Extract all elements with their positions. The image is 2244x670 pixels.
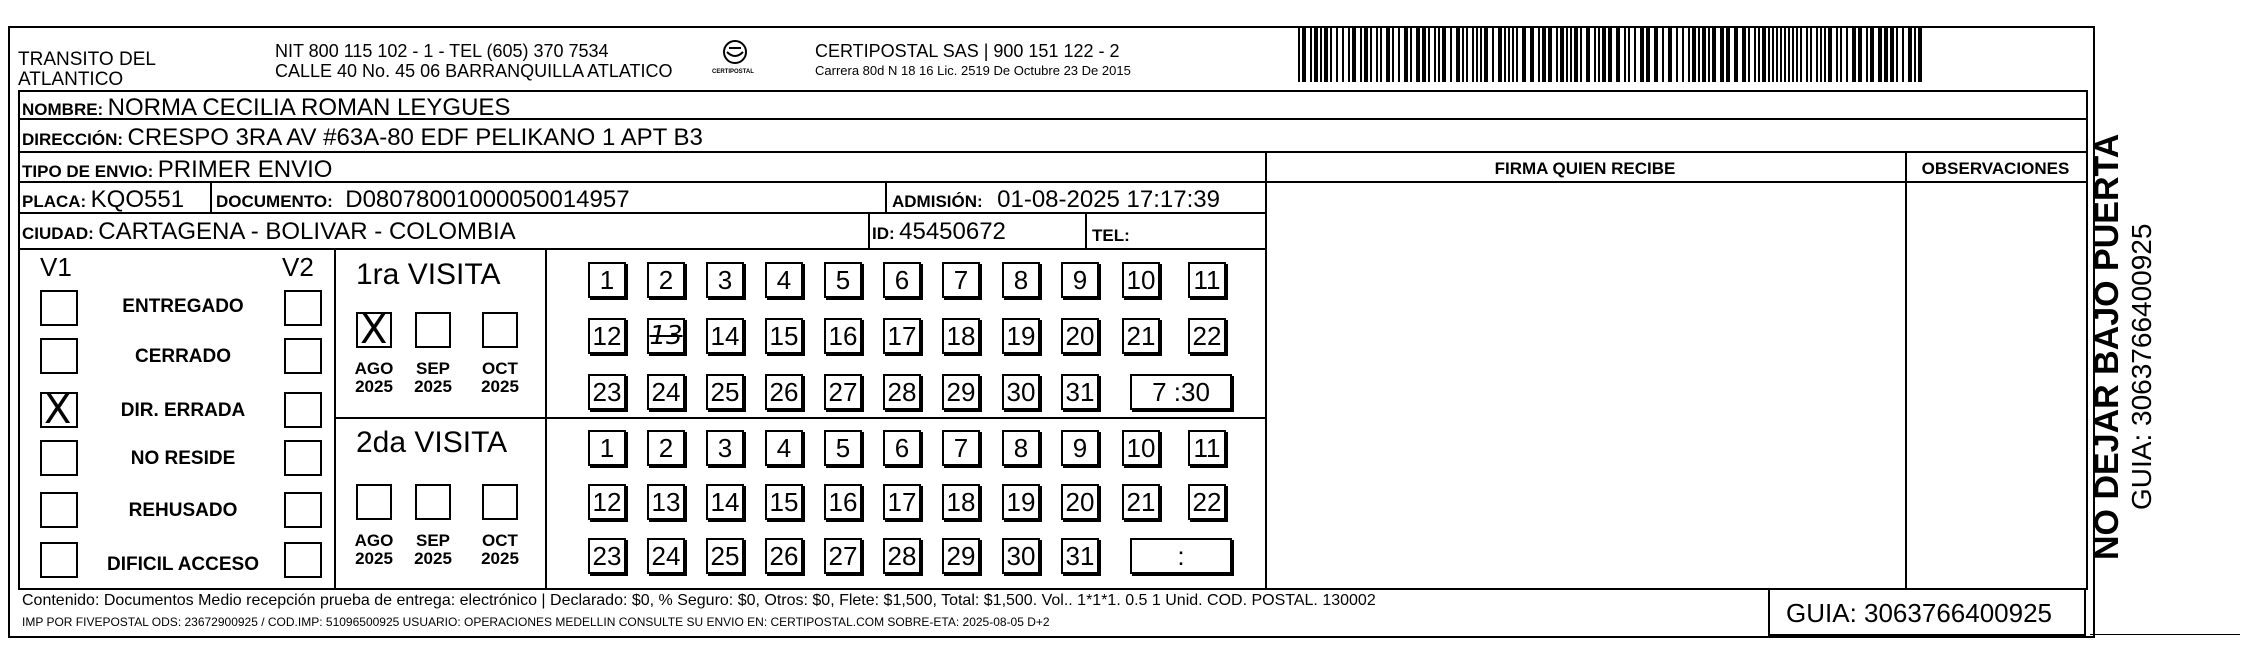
barcode-bar <box>1352 28 1356 82</box>
first-visit-day-19[interactable]: 19 <box>1002 318 1040 354</box>
barcode-bar <box>1914 28 1916 82</box>
barcode-bar <box>1792 28 1794 82</box>
barcode-bar <box>1662 28 1664 82</box>
second-visit-day-28[interactable]: 28 <box>883 538 921 574</box>
direccion-label: DIRECCIÓN: <box>22 130 124 149</box>
oct-text: OCT <box>482 359 518 378</box>
ago-text: AGO <box>354 531 394 550</box>
barcode-bar <box>1542 28 1546 82</box>
barcode-bar <box>1734 28 1738 82</box>
v1-label: V1 <box>40 252 72 282</box>
barcode-bar <box>1314 28 1318 82</box>
second-visit-time-box[interactable]: : <box>1130 538 1232 574</box>
first-visit-title: 1ra VISITA <box>356 258 501 291</box>
barcode-bar <box>1806 28 1808 82</box>
barcode-bar <box>1580 28 1582 82</box>
barcode-bar <box>1386 28 1390 82</box>
second-visit-day-4[interactable]: 4 <box>765 430 803 466</box>
second-visit-oct-label <box>474 532 526 568</box>
barcode-bar <box>1450 28 1452 82</box>
barcode-bar <box>1870 28 1874 82</box>
barcode-bar <box>1846 28 1848 82</box>
barcode-bar <box>1758 28 1760 82</box>
first-visit-day-13[interactable]: 13 <box>647 318 685 354</box>
second-visit-month-ago[interactable] <box>356 484 392 520</box>
second-visit-day-12[interactable]: 12 <box>588 484 626 520</box>
first-visit-sep-label <box>407 360 459 396</box>
first-visit-day-2[interactable]: 2 <box>647 262 685 298</box>
barcode-bar <box>1902 28 1904 82</box>
second-visit-day-13[interactable]: 13 <box>647 484 685 520</box>
first-visit-day-17[interactable]: 17 <box>883 318 921 354</box>
first-visit-day-26[interactable]: 26 <box>765 374 803 410</box>
year-text: 2025 <box>481 376 519 396</box>
first-visit-day-3[interactable]: 3 <box>706 262 744 298</box>
ciudad-label: CIUDAD: <box>22 224 94 243</box>
barcode-bar <box>1676 28 1678 82</box>
second-visit-day-24[interactable]: 24 <box>647 538 685 574</box>
v2-label: V2 <box>282 252 314 282</box>
first-visit-day-20[interactable]: 20 <box>1061 318 1099 354</box>
first-visit-month-sep[interactable] <box>415 312 451 348</box>
year-text: 2025 <box>414 548 452 568</box>
first-visit-day-9[interactable]: 9 <box>1061 262 1099 298</box>
admision-label: ADMISIÓN: <box>892 192 983 211</box>
barcode-bar <box>1682 28 1684 82</box>
barcode-bar <box>1598 28 1600 82</box>
barcode-bar <box>1712 28 1716 82</box>
side-warning: NO DEJAR BAJO PUERTA <box>2088 133 2126 560</box>
sep-text: SEP <box>415 531 451 550</box>
first-visit-day-14[interactable]: 14 <box>706 318 744 354</box>
ago-text: AGO <box>354 359 394 378</box>
barcode-bar <box>1866 28 1868 82</box>
carrier-address: Carrera 80d N 18 16 Lic. 2519 De Octubre 23 De 2015 <box>815 63 1131 78</box>
barcode-bar <box>1602 28 1606 82</box>
barcode-bar <box>1692 28 1696 82</box>
second-visit-day-15[interactable]: 15 <box>765 484 803 520</box>
observaciones-divider <box>1905 151 1907 588</box>
first-visit-day-29[interactable]: 29 <box>942 374 980 410</box>
documento-value: D08078001000050014957 <box>345 186 630 213</box>
company-name-line1: TRANSITO DEL <box>18 49 156 70</box>
first-visit-day-16[interactable]: 16 <box>824 318 862 354</box>
barcode-bar <box>1594 28 1596 82</box>
barcode-bar <box>1508 28 1510 82</box>
imp-line: IMP POR FIVEPOSTAL ODS: 23672900925 / COD.IMP: 51096500925 USUARIO: OPERACIONES MEDELLIN CONSULTE SU ENVIO EN: CERTIPOSTAL.COM SOBRE-ETA: 2025-08-05 D+2 <box>22 615 1050 629</box>
second-visit-day-22[interactable]: 22 <box>1188 484 1226 520</box>
barcode-bar <box>1492 28 1494 82</box>
barcode-bar <box>1702 28 1706 82</box>
firma-header: FIRMA QUIEN RECIBE <box>1494 159 1676 178</box>
second-visit-day-2[interactable]: 2 <box>647 430 685 466</box>
v1-dir-errada-check-mark: X <box>44 387 72 433</box>
admision-field <box>892 188 1220 212</box>
second-visit-day-19[interactable]: 19 <box>1002 484 1040 520</box>
second-visit-day-23[interactable]: 23 <box>588 538 626 574</box>
first-visit-day-4[interactable]: 4 <box>765 262 803 298</box>
barcode-bar <box>1890 28 1894 82</box>
barcode-bar <box>1320 28 1322 82</box>
id-value: 45450672 <box>899 218 1006 245</box>
barcode-bar <box>1668 28 1672 82</box>
first-visit-day-7[interactable]: 7 <box>942 262 980 298</box>
barcode-bar <box>1342 28 1344 82</box>
barcode-bar <box>1484 28 1488 82</box>
v2-checkbox-no-reside[interactable] <box>284 440 322 476</box>
second-visit-day-21[interactable]: 21 <box>1122 484 1160 520</box>
second-visit-day-16[interactable]: 16 <box>824 484 862 520</box>
barcode-bar <box>1800 28 1802 82</box>
second-visit-month-oct[interactable] <box>482 484 518 520</box>
v1-checkbox-no-reside[interactable] <box>40 440 78 476</box>
second-visit-day-3[interactable]: 3 <box>706 430 744 466</box>
nombre-label: NOMBRE: <box>22 100 104 119</box>
barcode-bar <box>1310 28 1312 82</box>
v2-checkbox-entregado[interactable] <box>284 290 322 326</box>
barcode-bar <box>1392 28 1394 82</box>
observaciones-header: OBSERVACIONES <box>1921 159 2070 178</box>
direccion-value: CRESPO 3RA AV #63A-80 EDF PELIKANO 1 APT B3 <box>127 124 703 151</box>
second-visit-day-26[interactable]: 26 <box>765 538 803 574</box>
second-visit-day-30[interactable]: 30 <box>1002 538 1040 574</box>
barcode-bar <box>1646 28 1650 82</box>
placa-value: KQO551 <box>90 186 185 213</box>
first-visit-ago-check-mark: X <box>360 307 388 353</box>
barcode-bar <box>1360 28 1362 82</box>
barcode-bar <box>1616 28 1620 82</box>
first-visit-day-27[interactable]: 27 <box>824 374 862 410</box>
barcode-bar <box>1720 28 1724 82</box>
row-line-2 <box>18 151 2086 153</box>
company-name-line2: ATLANTICO <box>18 68 124 90</box>
status-no-reside-label: NO RESIDE <box>130 448 236 469</box>
barcode-bar <box>1438 28 1440 82</box>
visit-separator <box>334 417 1265 419</box>
barcode-bar <box>1640 28 1644 82</box>
barcode-bar <box>1530 28 1534 82</box>
barcode-bar <box>1918 28 1922 82</box>
placa-divider <box>210 181 212 212</box>
second-visit-day-31[interactable]: 31 <box>1061 538 1099 574</box>
ciudad-value: CARTAGENA - BOLIVAR - COLOMBIA <box>98 218 516 245</box>
v1-checkbox-entregado[interactable] <box>40 290 78 326</box>
contenido-line: Contenido: Documentos Medio recepción prueba de entrega: electrónico | Declarado: $0, % Seguro: $0, Otros: $0, Flete: $1,500, Total: $1,500. Vol.. 1*1*1. 0.5 1 Unid. COD. POSTAL. 130002 <box>22 592 1376 609</box>
carrier-logo-caption: CERTIPOSTAL <box>712 69 754 75</box>
barcode-bar <box>1556 28 1558 82</box>
barcode-bar <box>1548 28 1552 82</box>
second-visit-day-11[interactable]: 11 <box>1188 430 1226 466</box>
second-visit-day-7[interactable]: 7 <box>942 430 980 466</box>
admision-divider <box>885 181 887 212</box>
barcode-bar <box>1324 28 1328 82</box>
barcode-bar <box>1820 28 1822 82</box>
company-name <box>18 50 156 90</box>
barcode-bar <box>1742 28 1746 82</box>
barcode-bar <box>1376 28 1378 82</box>
second-visit-day-6[interactable]: 6 <box>883 430 921 466</box>
barcode-bar <box>1688 28 1690 82</box>
first-visit-day-6[interactable]: 6 <box>883 262 921 298</box>
direccion-field <box>22 126 703 150</box>
first-visit-day-11[interactable]: 11 <box>1188 262 1226 298</box>
v2-checkbox-dir-errada[interactable] <box>284 392 322 428</box>
v2-checkbox-dificil-acceso[interactable] <box>284 542 322 578</box>
second-visit-day-5[interactable]: 5 <box>824 430 862 466</box>
year-text: 2025 <box>355 376 393 396</box>
carrier-logo <box>710 38 760 78</box>
first-visit-day-1[interactable]: 1 <box>588 262 626 298</box>
barcode-bar <box>1840 28 1842 82</box>
status-entregado-label: ENTREGADO <box>122 296 244 317</box>
second-visit-day-29[interactable]: 29 <box>942 538 980 574</box>
barcode-bar <box>1654 28 1658 82</box>
barcode-bar <box>1398 28 1400 82</box>
row-line-5 <box>18 248 1265 250</box>
barcode-bar <box>1570 28 1572 82</box>
barcode-bar <box>1442 28 1446 82</box>
barcode-bar <box>1726 28 1730 82</box>
barcode-bar <box>1780 28 1782 82</box>
visit-month-divider <box>545 248 547 588</box>
documento-field <box>216 188 630 212</box>
second-visit-day-1[interactable]: 1 <box>588 430 626 466</box>
barcode-bar <box>1560 28 1564 82</box>
first-visit-day-28[interactable]: 28 <box>883 374 921 410</box>
second-visit-day-20[interactable]: 20 <box>1061 484 1099 520</box>
second-visit-day-17[interactable]: 17 <box>883 484 921 520</box>
v1-checkbox-cerrado[interactable] <box>40 338 78 374</box>
second-visit-day-10[interactable]: 10 <box>1122 430 1160 466</box>
tel-label: TEL: <box>1092 226 1130 245</box>
barcode-bar <box>1772 28 1774 82</box>
barcode-bar <box>1884 28 1888 82</box>
barcode-bar <box>1380 28 1382 82</box>
barcode-bar <box>1878 28 1882 82</box>
barcode-bar <box>1302 28 1306 82</box>
first-visit-day-22[interactable]: 22 <box>1188 318 1226 354</box>
barcode-bar <box>1858 28 1862 82</box>
barcode-bar <box>1896 28 1898 82</box>
barcode-bar <box>1404 28 1408 82</box>
barcode-bar <box>1708 28 1710 82</box>
barcode-bar <box>1512 28 1514 82</box>
second-visit-day-8[interactable]: 8 <box>1002 430 1040 466</box>
first-visit-ago-label <box>348 360 400 396</box>
first-visit-day-31[interactable]: 31 <box>1061 374 1099 410</box>
barcode-bar <box>1908 28 1912 82</box>
barcode-bar <box>1762 28 1766 82</box>
tel-field <box>1092 222 1130 246</box>
carrier-name: CERTIPOSTAL SAS | 900 151 122 - 2 <box>815 41 1120 61</box>
status-rehusado-label: REHUSADO <box>128 500 238 521</box>
nombre-field <box>22 96 510 120</box>
first-visit-time-box[interactable]: 7 :30 <box>1130 374 1232 410</box>
barcode-bar <box>1852 28 1856 82</box>
row-line-top <box>18 90 2086 92</box>
barcode-bar <box>1828 28 1832 82</box>
v2-checkbox-rehusado[interactable] <box>284 492 322 528</box>
ciudad-field <box>22 220 516 244</box>
placa-field <box>22 188 184 212</box>
first-visit-day-25[interactable]: 25 <box>706 374 744 410</box>
first-visit-day-23[interactable]: 23 <box>588 374 626 410</box>
tipo-envio-label: TIPO DE ENVIO: <box>22 162 154 181</box>
barcode-bar <box>1498 28 1502 82</box>
id-divider <box>868 212 870 248</box>
second-visit-month-sep[interactable] <box>415 484 451 520</box>
barcode <box>1298 28 1930 84</box>
second-visit-title: 2da VISITA <box>356 426 508 459</box>
second-visit-day-14[interactable]: 14 <box>706 484 744 520</box>
barcode-bar <box>1634 28 1636 82</box>
first-visit-day-10[interactable]: 10 <box>1122 262 1160 298</box>
firma-divider <box>1265 151 1267 588</box>
id-label: ID: <box>872 224 895 243</box>
barcode-bar <box>1538 28 1540 82</box>
tipo-envio-field <box>22 158 332 182</box>
barcode-bar <box>1768 28 1770 82</box>
v1-checkbox-dificil-acceso[interactable] <box>40 542 78 578</box>
side-guia: GUIA: 3063766400925 <box>2126 223 2157 510</box>
first-visit-day-18[interactable]: 18 <box>942 318 980 354</box>
barcode-bar <box>1364 28 1368 82</box>
barcode-bar <box>1336 28 1338 82</box>
status-cerrado-label: CERRADO <box>134 346 232 367</box>
v2-checkbox-cerrado[interactable] <box>284 338 322 374</box>
tipo-envio-value: PRIMER ENVIO <box>157 156 333 183</box>
year-text: 2025 <box>355 548 393 568</box>
barcode-bar <box>1298 28 1300 82</box>
barcode-bar <box>1816 28 1818 82</box>
barcode-bar <box>1628 28 1630 82</box>
left-border <box>18 90 20 590</box>
second-visit-day-27[interactable]: 27 <box>824 538 862 574</box>
status-dificil-acceso-label: DIFICIL ACCESO <box>106 554 259 575</box>
barcode-bar <box>1574 28 1578 82</box>
barcode-bar <box>1472 28 1474 82</box>
first-visit-day-30[interactable]: 30 <box>1002 374 1040 410</box>
barcode-bar <box>1504 28 1506 82</box>
v1-checkbox-rehusado[interactable] <box>40 492 78 528</box>
first-visit-day-15[interactable]: 15 <box>765 318 803 354</box>
year-text: 2025 <box>414 376 452 396</box>
barcode-bar <box>1748 28 1750 82</box>
barcode-bar <box>1476 28 1478 82</box>
barcode-bar <box>1456 28 1460 82</box>
barcode-bar <box>1348 28 1350 82</box>
id-field <box>872 220 1006 244</box>
second-visit-day-25[interactable]: 25 <box>706 538 744 574</box>
sep-text: SEP <box>415 359 451 378</box>
guia-box-text: GUIA: 3063766400925 <box>1786 598 2052 628</box>
barcode-bar <box>1428 28 1430 82</box>
barcode-bar <box>1480 28 1482 82</box>
barcode-bar <box>1788 28 1790 82</box>
first-visit-day-8[interactable]: 8 <box>1002 262 1040 298</box>
sender-address: CALLE 40 No. 45 06 BARRANQUILLA ATLATICO <box>275 61 673 81</box>
barcode-bar <box>1754 28 1756 82</box>
barcode-bar <box>1836 28 1838 82</box>
barcode-bar <box>1410 28 1412 82</box>
year-text: 2025 <box>481 548 519 568</box>
barcode-bar <box>1330 28 1332 82</box>
first-visit-month-oct[interactable] <box>482 312 518 348</box>
barcode-bar <box>1422 28 1426 82</box>
barcode-bar <box>1370 28 1372 82</box>
second-visit-day-9[interactable]: 9 <box>1061 430 1099 466</box>
nombre-value: NORMA CECILIA ROMAN LEYGUES <box>107 94 511 121</box>
first-visit-day-24[interactable]: 24 <box>647 374 685 410</box>
documento-label: DOCUMENTO: <box>216 192 333 211</box>
tel-divider <box>1085 212 1087 248</box>
second-visit-sep-label <box>407 532 459 568</box>
barcode-bar <box>1516 28 1518 82</box>
barcode-bar <box>1784 28 1786 82</box>
barcode-bar <box>1776 28 1778 82</box>
oct-text: OCT <box>482 531 518 550</box>
barcode-bar <box>1698 28 1700 82</box>
barcode-bar <box>1586 28 1590 82</box>
second-visit-ago-label <box>348 532 400 568</box>
first-visit-day-21[interactable]: 21 <box>1122 318 1160 354</box>
barcode-bar <box>1624 28 1626 82</box>
barcode-bar <box>1416 28 1420 82</box>
second-visit-day-18[interactable]: 18 <box>942 484 980 520</box>
barcode-bar <box>1810 28 1812 82</box>
placa-label: PLACA: <box>22 192 87 211</box>
barcode-bar <box>1824 28 1826 82</box>
first-visit-day-5[interactable]: 5 <box>824 262 862 298</box>
nit-line: NIT 800 115 102 - 1 - TEL (605) 370 7534 <box>275 41 609 61</box>
barcode-bar <box>1566 28 1568 82</box>
barcode-bar <box>1608 28 1612 82</box>
first-visit-oct-label <box>474 360 526 396</box>
status-dir-errada-label: DIR. ERRADA <box>120 400 246 421</box>
page-edge-line <box>2090 634 2240 635</box>
barcode-bar <box>1522 28 1526 82</box>
first-visit-day-12[interactable]: 12 <box>588 318 626 354</box>
barcode-bar <box>1434 28 1436 82</box>
barcode-bar <box>1462 28 1464 82</box>
admision-value: 01-08-2025 17:17:39 <box>997 186 1220 213</box>
barcode-bar <box>1466 28 1468 82</box>
barcode-bar <box>1796 28 1798 82</box>
